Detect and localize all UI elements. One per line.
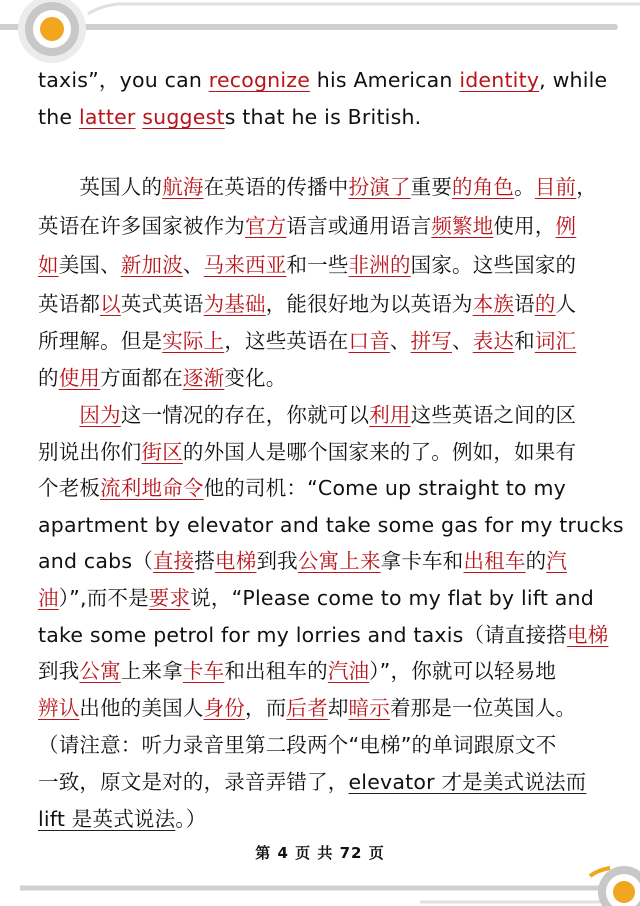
text-segment: 英语在许多国家被作为 — [38, 214, 245, 238]
text-line — [38, 620, 608, 650]
text-segment: 他的司机：“Come up straight to my — [203, 476, 566, 500]
text-segment: 语言或通用语言 — [286, 214, 432, 238]
text-segment: 这些英语之间的区 — [410, 403, 577, 427]
underlined-text: lift 是英式说法 — [38, 807, 176, 831]
text-segment: 、 — [182, 253, 204, 277]
highlighted-vocabulary: 马来西亚 — [203, 253, 287, 277]
highlighted-vocabulary: 要求 — [148, 586, 191, 610]
highlighted-vocabulary: 后者 — [286, 696, 328, 720]
text-segment: 的 — [525, 549, 547, 573]
text-segment: 英国人的 — [38, 175, 163, 199]
text-segment: 人 — [555, 292, 577, 316]
highlighted-vocabulary: 电梯 — [567, 623, 609, 647]
highlighted-vocabulary: 身份 — [203, 696, 246, 720]
highlighted-vocabulary: 出租车 — [463, 549, 526, 573]
highlighted-vocabulary: 口音 — [348, 329, 390, 353]
text-segment: 英语都 — [38, 292, 101, 316]
highlighted-vocabulary: 公寓 — [79, 659, 121, 683]
highlighted-vocabulary: 汽油 — [327, 659, 370, 683]
text-line — [38, 656, 556, 686]
text-segment: 的 — [38, 366, 59, 390]
text-segment: 却 — [327, 696, 349, 720]
text-segment: 上来拿 — [120, 659, 183, 683]
text-segment: 拿卡车和 — [380, 549, 464, 573]
highlighted-vocabulary: 油 — [38, 586, 59, 610]
highlighted-vocabulary: 表达 — [472, 329, 515, 353]
highlighted-vocabulary: 逐渐 — [182, 366, 225, 390]
highlighted-vocabulary: 流利地命令 — [100, 476, 204, 500]
page-number: 第 4 页 共 72 页 — [255, 844, 385, 862]
text-line — [38, 250, 576, 280]
text-segment: , while — [539, 68, 608, 92]
text-segment: 和出租车的 — [224, 659, 328, 683]
text-segment: ）”，你就可以轻易地 — [369, 659, 557, 683]
text-segment: and cabs（ — [38, 549, 153, 573]
text-line — [38, 102, 421, 132]
highlighted-vocabulary: 电梯 — [215, 549, 257, 573]
text-line — [38, 172, 597, 202]
highlighted-vocabulary: 的 — [534, 292, 556, 316]
text-line — [38, 400, 576, 430]
highlighted-vocabulary: suggest — [142, 105, 225, 129]
highlighted-vocabulary: 词汇 — [534, 329, 577, 353]
highlighted-vocabulary: 拼写 — [410, 329, 453, 353]
text-line — [38, 767, 586, 797]
text-segment: s that he is British. — [224, 105, 422, 129]
text-segment: the — [38, 105, 79, 129]
text-segment: 着那是一位英国人。 — [389, 696, 577, 720]
text-segment: 搭 — [194, 549, 216, 573]
text-segment: 所理解。但是 — [38, 329, 163, 353]
text-segment: 使用， — [493, 214, 556, 238]
text-segment: 、 — [389, 329, 411, 353]
highlighted-vocabulary: 暗示 — [348, 696, 390, 720]
text-segment: 说，“Please come to my flat by lift and — [190, 586, 594, 610]
highlighted-vocabulary: 如 — [38, 253, 59, 277]
text-segment: 。 — [514, 175, 535, 199]
text-segment: 重要 — [410, 175, 453, 199]
text-line — [38, 211, 576, 241]
text-line — [38, 437, 576, 467]
highlighted-vocabulary: 的角色 — [452, 175, 515, 199]
highlighted-vocabulary: latter — [78, 105, 136, 129]
highlighted-vocabulary: 扮演了 — [348, 175, 411, 199]
text-line — [38, 693, 576, 723]
highlighted-vocabulary: 汽 — [546, 549, 567, 573]
text-line — [38, 804, 206, 834]
text-segment: 别说出你们 — [38, 440, 142, 464]
text-segment: take some petrol for my lorries and taxis（请直接搭 — [38, 623, 568, 647]
underlined-text: elevator 才是美式说法而 — [348, 770, 587, 794]
text-segment: ）”,而不是 — [58, 586, 149, 610]
text-segment: ，这些英语在 — [224, 329, 349, 353]
highlighted-vocabulary: recognize — [208, 68, 311, 92]
text-segment: 变化。 — [224, 366, 287, 390]
text-line — [38, 473, 566, 503]
highlighted-vocabulary: 以 — [100, 292, 121, 316]
highlighted-vocabulary: 实际上 — [162, 329, 225, 353]
text-segment: 。） — [175, 807, 207, 831]
highlighted-vocabulary: 为基础 — [203, 292, 266, 316]
text-segment: 方面都在 — [100, 366, 183, 390]
text-segment: 英式英语 — [120, 292, 204, 316]
text-segment: 到我 — [256, 549, 298, 573]
text-segment: 和 — [514, 329, 535, 353]
text-segment: ，能很好地为以英语为 — [265, 292, 473, 316]
text-segment: 出他的美国人 — [79, 696, 204, 720]
text-segment: （请注意：听力录音里第二段两个“电梯”的单词跟原文不 — [38, 733, 557, 757]
highlighted-vocabulary: 街区 — [141, 440, 183, 464]
highlighted-vocabulary: 新加波 — [120, 253, 183, 277]
highlighted-vocabulary: 因为 — [79, 403, 121, 427]
text-segment: 国家。这些国家的 — [410, 253, 577, 277]
text-segment: ， — [576, 175, 597, 199]
text-segment: 语 — [514, 292, 535, 316]
highlighted-vocabulary: 公寓上来 — [297, 549, 381, 573]
text-segment: 美国、 — [58, 253, 121, 277]
text-segment — [38, 403, 79, 427]
header-decoration — [0, 0, 640, 64]
text-line — [38, 65, 607, 95]
highlighted-vocabulary: 本族 — [472, 292, 515, 316]
text-line — [38, 730, 556, 760]
text-line — [38, 546, 567, 576]
text-segment: 的外国人是哪个国家来的了。例如，如果有 — [182, 440, 577, 464]
text-segment: 这一情况的存在，你就可以 — [120, 403, 370, 427]
highlighted-vocabulary: 直接 — [152, 549, 195, 573]
text-line — [38, 326, 576, 356]
highlighted-vocabulary: 非洲的 — [348, 253, 411, 277]
highlighted-vocabulary: 辨认 — [38, 696, 80, 720]
text-line — [38, 289, 576, 319]
highlighted-vocabulary: 例 — [555, 214, 577, 238]
text-segment: ，而 — [245, 696, 287, 720]
text-segment: 和一些 — [286, 253, 349, 277]
highlighted-vocabulary: 利用 — [369, 403, 411, 427]
highlighted-vocabulary: 航海 — [162, 175, 204, 199]
text-segment: taxis”，you can — [38, 68, 209, 92]
text-segment: 到我 — [38, 659, 80, 683]
highlighted-vocabulary: 使用 — [58, 366, 101, 390]
footer-decoration — [0, 862, 640, 906]
text-segment: 在英语的传播中 — [203, 175, 349, 199]
text-line — [38, 583, 594, 613]
text-line — [38, 510, 624, 540]
text-line — [38, 363, 286, 393]
text-segment: 、 — [452, 329, 473, 353]
text-segment: 个老板 — [38, 476, 101, 500]
highlighted-vocabulary: 卡车 — [182, 659, 225, 683]
text-segment: apartment by elevator and take some gas for my trucks — [38, 513, 624, 537]
highlighted-vocabulary: 官方 — [245, 214, 287, 238]
highlighted-vocabulary: 目前 — [534, 175, 577, 199]
highlighted-vocabulary: 频繁地 — [431, 214, 494, 238]
text-segment: his American — [310, 68, 460, 92]
text-segment: 一致，原文是对的，录音弄错了， — [38, 770, 349, 794]
highlighted-vocabulary: identity — [459, 68, 540, 92]
